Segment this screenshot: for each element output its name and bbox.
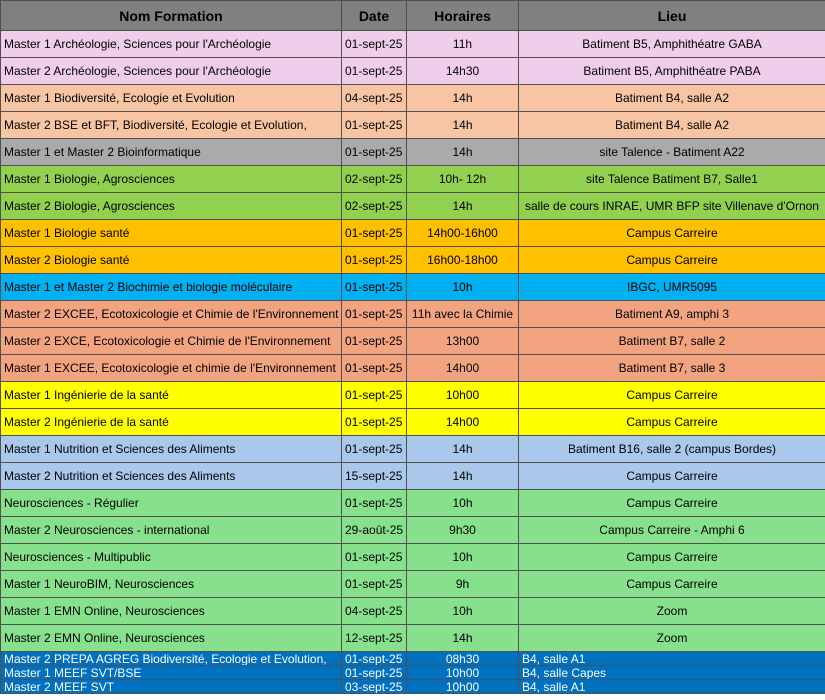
cell-lieu[interactable]: Campus Carreire - Amphi 6: [519, 517, 825, 544]
cell-date[interactable]: 01-sept-25: [342, 409, 407, 436]
cell-nom-formation[interactable]: Master 2 Biologie, Agrosciences: [1, 193, 342, 220]
table-row: [1, 666, 825, 680]
cell-date[interactable]: 04-sept-25: [342, 598, 407, 625]
cell-horaires[interactable]: 14h: [407, 193, 519, 220]
table-row: [1, 58, 825, 85]
cell-nom-formation[interactable]: Master 2 EXCEE, Ecotoxicologie et Chimie de l'Environnement: [1, 301, 342, 328]
table-row: [1, 112, 825, 139]
cell-horaires[interactable]: 10h00: [407, 382, 519, 409]
cell-nom-formation[interactable]: Master 2 BSE et BFT, Biodiversité, Ecologie et Evolution,: [1, 112, 342, 139]
cell-horaires[interactable]: 13h00: [407, 328, 519, 355]
cell-horaires[interactable]: 14h: [407, 625, 519, 652]
table-row: [1, 409, 825, 436]
cell-date[interactable]: 01-sept-25: [342, 139, 407, 166]
cell-date[interactable]: 01-sept-25: [342, 490, 407, 517]
cell-date[interactable]: 01-sept-25: [342, 382, 407, 409]
cell-nom-formation[interactable]: Master 1 MEEF SVT/BSE: [1, 666, 342, 680]
cell-lieu[interactable]: Batiment B5, Amphithéatre PABA: [519, 58, 825, 85]
cell-horaires[interactable]: 08h30: [407, 652, 519, 666]
table-row: [1, 652, 825, 666]
table-row: [1, 220, 825, 247]
table-row: [1, 301, 825, 328]
cell-nom-formation[interactable]: Master 2 Neurosciences - international: [1, 517, 342, 544]
cell-horaires[interactable]: 9h30: [407, 517, 519, 544]
cell-date[interactable]: 01-sept-25: [342, 112, 407, 139]
cell-lieu[interactable]: Campus Carreire: [519, 247, 825, 274]
table-row: [1, 680, 825, 694]
cell-horaires[interactable]: 10h- 12h: [407, 166, 519, 193]
cell-nom-formation[interactable]: Neurosciences - Régulier: [1, 490, 342, 517]
cell-horaires[interactable]: 10h: [407, 490, 519, 517]
cell-lieu[interactable]: site Talence Batiment B7, Salle1: [519, 166, 825, 193]
cell-nom-formation[interactable]: Master 1 Biologie santé: [1, 220, 342, 247]
cell-nom-formation[interactable]: Master 1 et Master 2 Biochimie et biologie moléculaire: [1, 274, 342, 301]
table-row: [1, 193, 825, 220]
cell-nom-formation[interactable]: Master 1 Ingénierie de la santé: [1, 382, 342, 409]
cell-horaires[interactable]: 10h00: [407, 666, 519, 680]
table-row: [1, 382, 825, 409]
header-date[interactable]: Date: [342, 1, 407, 31]
cell-date[interactable]: 01-sept-25: [342, 436, 407, 463]
cell-nom-formation[interactable]: Master 1 Archéologie, Sciences pour l'Archéologie: [1, 31, 342, 58]
table-row: [1, 571, 825, 598]
cell-lieu[interactable]: Campus Carreire: [519, 409, 825, 436]
table-row: [1, 544, 825, 571]
cell-lieu[interactable]: B4, salle A1: [519, 680, 825, 694]
table-row: [1, 274, 825, 301]
cell-lieu[interactable]: Zoom: [519, 598, 825, 625]
cell-horaires[interactable]: 14h: [407, 112, 519, 139]
table-row: [1, 436, 825, 463]
cell-lieu[interactable]: Campus Carreire: [519, 463, 825, 490]
cell-date[interactable]: 01-sept-25: [342, 58, 407, 85]
cell-date[interactable]: 02-sept-25: [342, 193, 407, 220]
table-row: [1, 328, 825, 355]
cell-lieu[interactable]: Zoom: [519, 625, 825, 652]
cell-lieu[interactable]: Batiment B7, salle 2: [519, 328, 825, 355]
cell-nom-formation[interactable]: Master 1 Nutrition et Sciences des Aliments: [1, 436, 342, 463]
cell-nom-formation[interactable]: Master 2 Nutrition et Sciences des Aliments: [1, 463, 342, 490]
table-row: [1, 166, 825, 193]
cell-date[interactable]: 12-sept-25: [342, 625, 407, 652]
cell-horaires[interactable]: 11h avec la Chimie: [407, 301, 519, 328]
cell-lieu[interactable]: B4, salle Capes: [519, 666, 825, 680]
cell-date[interactable]: 01-sept-25: [342, 355, 407, 382]
cell-date[interactable]: 01-sept-25: [342, 328, 407, 355]
cell-date[interactable]: 01-sept-25: [342, 247, 407, 274]
cell-horaires[interactable]: 14h: [407, 85, 519, 112]
table-row: [1, 139, 825, 166]
cell-date[interactable]: 03-sept-25: [342, 680, 407, 694]
cell-horaires[interactable]: 14h: [407, 436, 519, 463]
cell-horaires[interactable]: 16h00-18h00: [407, 247, 519, 274]
cell-nom-formation[interactable]: Master 1 NeuroBIM, Neurosciences: [1, 571, 342, 598]
cell-nom-formation[interactable]: Master 1 et Master 2 Bioinformatique: [1, 139, 342, 166]
cell-date[interactable]: 01-sept-25: [342, 652, 407, 666]
header-row: [1, 1, 825, 31]
cell-nom-formation[interactable]: Master 2 Biologie santé: [1, 247, 342, 274]
cell-lieu[interactable]: Batiment B16, salle 2 (campus Bordes): [519, 436, 825, 463]
cell-lieu[interactable]: B4, salle A1: [519, 652, 825, 666]
table-row: [1, 31, 825, 58]
header-lieu[interactable]: Lieu: [519, 1, 825, 31]
cell-date[interactable]: 15-sept-25: [342, 463, 407, 490]
table-row: [1, 490, 825, 517]
cell-lieu[interactable]: Batiment B4, salle A2: [519, 112, 825, 139]
cell-horaires[interactable]: 14h: [407, 463, 519, 490]
table-row: [1, 463, 825, 490]
cell-nom-formation[interactable]: Master 2 Ingénierie de la santé: [1, 409, 342, 436]
cell-lieu[interactable]: Campus Carreire: [519, 382, 825, 409]
cell-lieu[interactable]: Campus Carreire: [519, 220, 825, 247]
cell-horaires[interactable]: 10h: [407, 544, 519, 571]
cell-horaires[interactable]: 14h00-16h00: [407, 220, 519, 247]
cell-nom-formation[interactable]: Master 1 Biologie, Agrosciences: [1, 166, 342, 193]
cell-horaires[interactable]: 10h: [407, 274, 519, 301]
cell-nom-formation[interactable]: Master 1 EXCEE, Ecotoxicologie et chimie de l'Environnement: [1, 355, 342, 382]
cell-nom-formation[interactable]: Master 2 EXCE, Ecotoxicologie et Chimie de l'Environnement: [1, 328, 342, 355]
cell-horaires[interactable]: 9h: [407, 571, 519, 598]
table-row: [1, 247, 825, 274]
cell-lieu[interactable]: Batiment B4, salle A2: [519, 85, 825, 112]
cell-nom-formation[interactable]: Master 1 Biodiversité, Ecologie et Evolution: [1, 85, 342, 112]
cell-date[interactable]: 01-sept-25: [342, 571, 407, 598]
cell-nom-formation[interactable]: Master 1 EMN Online, Neurosciences: [1, 598, 342, 625]
cell-horaires[interactable]: 10h: [407, 598, 519, 625]
cell-lieu[interactable]: Batiment B5, Amphithéatre GABA: [519, 31, 825, 58]
cell-lieu[interactable]: site Talence - Batiment A22: [519, 139, 825, 166]
cell-date[interactable]: 01-sept-25: [342, 544, 407, 571]
cell-nom-formation[interactable]: Master 2 PREPA AGREG Biodiversité, Ecologie et Evolution,: [1, 652, 342, 666]
cell-lieu[interactable]: Batiment B7, salle 3: [519, 355, 825, 382]
cell-lieu[interactable]: Batiment A9, amphi 3: [519, 301, 825, 328]
cell-lieu[interactable]: Campus Carreire: [519, 571, 825, 598]
cell-nom-formation[interactable]: Master 2 MEEF SVT: [1, 680, 342, 694]
cell-nom-formation[interactable]: Master 2 EMN Online, Neurosciences: [1, 625, 342, 652]
cell-date[interactable]: 01-sept-25: [342, 301, 407, 328]
table-row: [1, 355, 825, 382]
cell-lieu[interactable]: Campus Carreire: [519, 490, 825, 517]
cell-date[interactable]: 01-sept-25: [342, 31, 407, 58]
cell-horaires[interactable]: 14h: [407, 139, 519, 166]
cell-horaires[interactable]: 10h00: [407, 680, 519, 694]
cell-lieu[interactable]: IBGC, UMR5095: [519, 274, 825, 301]
cell-lieu[interactable]: salle de cours INRAE, UMR BFP site Villenave d'Ornon: [519, 193, 825, 220]
cell-nom-formation[interactable]: Master 2 Archéologie, Sciences pour l'Archéologie: [1, 58, 342, 85]
cell-date[interactable]: 04-sept-25: [342, 85, 407, 112]
header-nom-formation[interactable]: Nom Formation: [1, 1, 342, 31]
cell-date[interactable]: 29-août-25: [342, 517, 407, 544]
cell-horaires[interactable]: 14h00: [407, 355, 519, 382]
cell-date[interactable]: 01-sept-25: [342, 274, 407, 301]
table-body: [1, 31, 825, 694]
cell-lieu[interactable]: Campus Carreire: [519, 544, 825, 571]
table-row: [1, 598, 825, 625]
cell-horaires[interactable]: 11h: [407, 31, 519, 58]
table-row: [1, 517, 825, 544]
header-horaires[interactable]: Horaires: [407, 1, 519, 31]
cell-horaires[interactable]: 14h00: [407, 409, 519, 436]
cell-nom-formation[interactable]: Neurosciences - Multipublic: [1, 544, 342, 571]
cell-date[interactable]: 01-sept-25: [342, 666, 407, 680]
cell-date[interactable]: 02-sept-25: [342, 166, 407, 193]
cell-horaires[interactable]: 14h30: [407, 58, 519, 85]
table-row: [1, 85, 825, 112]
table-row: [1, 625, 825, 652]
cell-date[interactable]: 01-sept-25: [342, 220, 407, 247]
